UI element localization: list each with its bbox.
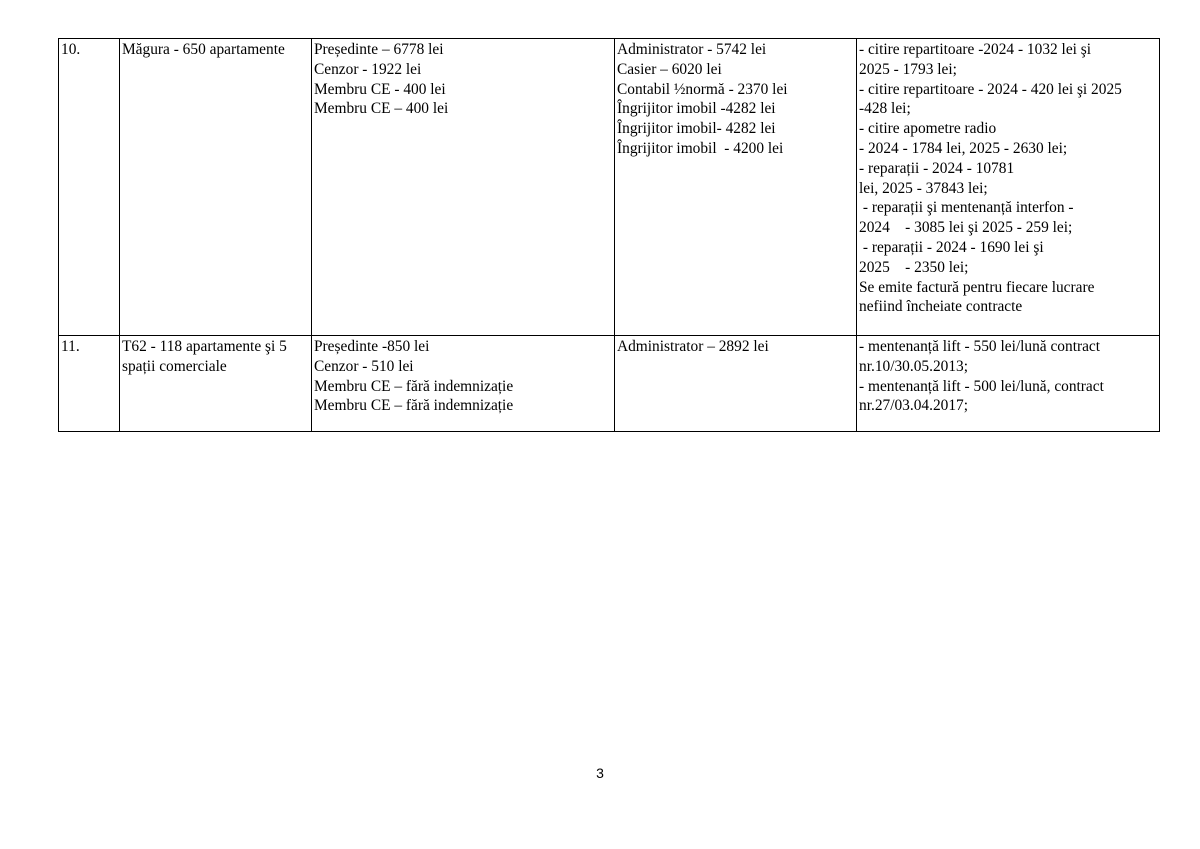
board-cell [312, 39, 615, 336]
staff-line: Îngrijitor imobil- 4282 lei [617, 120, 776, 138]
board-line: Membru CE – fără indemnizație [314, 377, 514, 395]
association-name: Măgura - 650 apartamente [122, 41, 285, 58]
association-name: T62 - 118 apartamente şi 5 [122, 338, 287, 355]
staff-line: Administrator – 2892 lei [617, 338, 769, 355]
association-name: spații comerciale [122, 357, 227, 375]
board-line: Membru CE – 400 lei [314, 100, 449, 118]
board-cell [312, 336, 615, 432]
contract-line: nr.10/30.05.2013; [859, 357, 969, 375]
contract-line: 2024 - 3085 lei şi 2025 - 259 lei; [859, 219, 1073, 237]
contract-line: - citire apometre radio [859, 120, 997, 138]
row-number: 11. [61, 338, 80, 355]
staff-line: Administrator - 5742 lei [617, 41, 767, 58]
staff-line: Îngrijitor imobil -4282 lei [617, 100, 776, 118]
board-line: Membru CE - 400 lei [314, 80, 446, 98]
contract-line: nefiind încheiate contracte [859, 298, 1023, 316]
contract-line: - citire repartitoare -2024 - 1032 lei şi [859, 41, 1092, 58]
association-cell [120, 39, 312, 336]
table-row [59, 336, 1160, 432]
board-line: Cenzor - 510 lei [314, 357, 414, 375]
staff-cell [615, 336, 857, 432]
staff-line: Casier – 6020 lei [617, 60, 722, 78]
contract-line: Se emite factură pentru fiecare lucrare [859, 278, 1095, 296]
staff-cell [615, 39, 857, 336]
contracts-cell [857, 336, 1160, 432]
staff-line: Contabil ½normă - 2370 lei [617, 80, 788, 98]
board-line: Cenzor - 1922 lei [314, 60, 422, 78]
contract-line: -428 lei; [859, 100, 911, 118]
contract-line: 2025 - 2350 lei; [859, 258, 969, 276]
contract-line: - mentenanță lift - 550 lei/lună contract [859, 338, 1101, 355]
board-line: Președinte -850 lei [314, 338, 430, 355]
contract-line: - mentenanță lift - 500 lei/lună, contract [859, 377, 1104, 395]
contracts-cell [857, 39, 1160, 336]
board-line: Membru CE – fără indemnizație [314, 397, 514, 415]
row-number-cell [59, 39, 120, 336]
contract-line: - 2024 - 1784 lei, 2025 - 2630 lei; [859, 139, 1068, 157]
contract-line: nr.27/03.04.2017; [859, 397, 969, 415]
page-number: 3 [596, 765, 604, 781]
row-number: 10. [61, 41, 81, 58]
contract-line: lei, 2025 - 37843 lei; [859, 179, 988, 197]
row-number-cell [59, 336, 120, 432]
contract-line: - reparații - 2024 - 1690 lei şi [859, 238, 1044, 256]
table-row [59, 39, 1160, 336]
contract-line: - citire repartitoare - 2024 - 420 lei şi 2025 [859, 80, 1122, 98]
contract-line: 2025 - 1793 lei; [859, 60, 957, 78]
contract-line: - reparații şi mentenanță interfon - [859, 199, 1074, 217]
association-cell [120, 336, 312, 432]
board-line: Președinte – 6778 lei [314, 41, 444, 58]
contract-line: - reparații - 2024 - 10781 [859, 159, 1015, 177]
staff-line: Îngrijitor imobil - 4200 lei [617, 139, 784, 157]
association-table [58, 38, 1160, 432]
